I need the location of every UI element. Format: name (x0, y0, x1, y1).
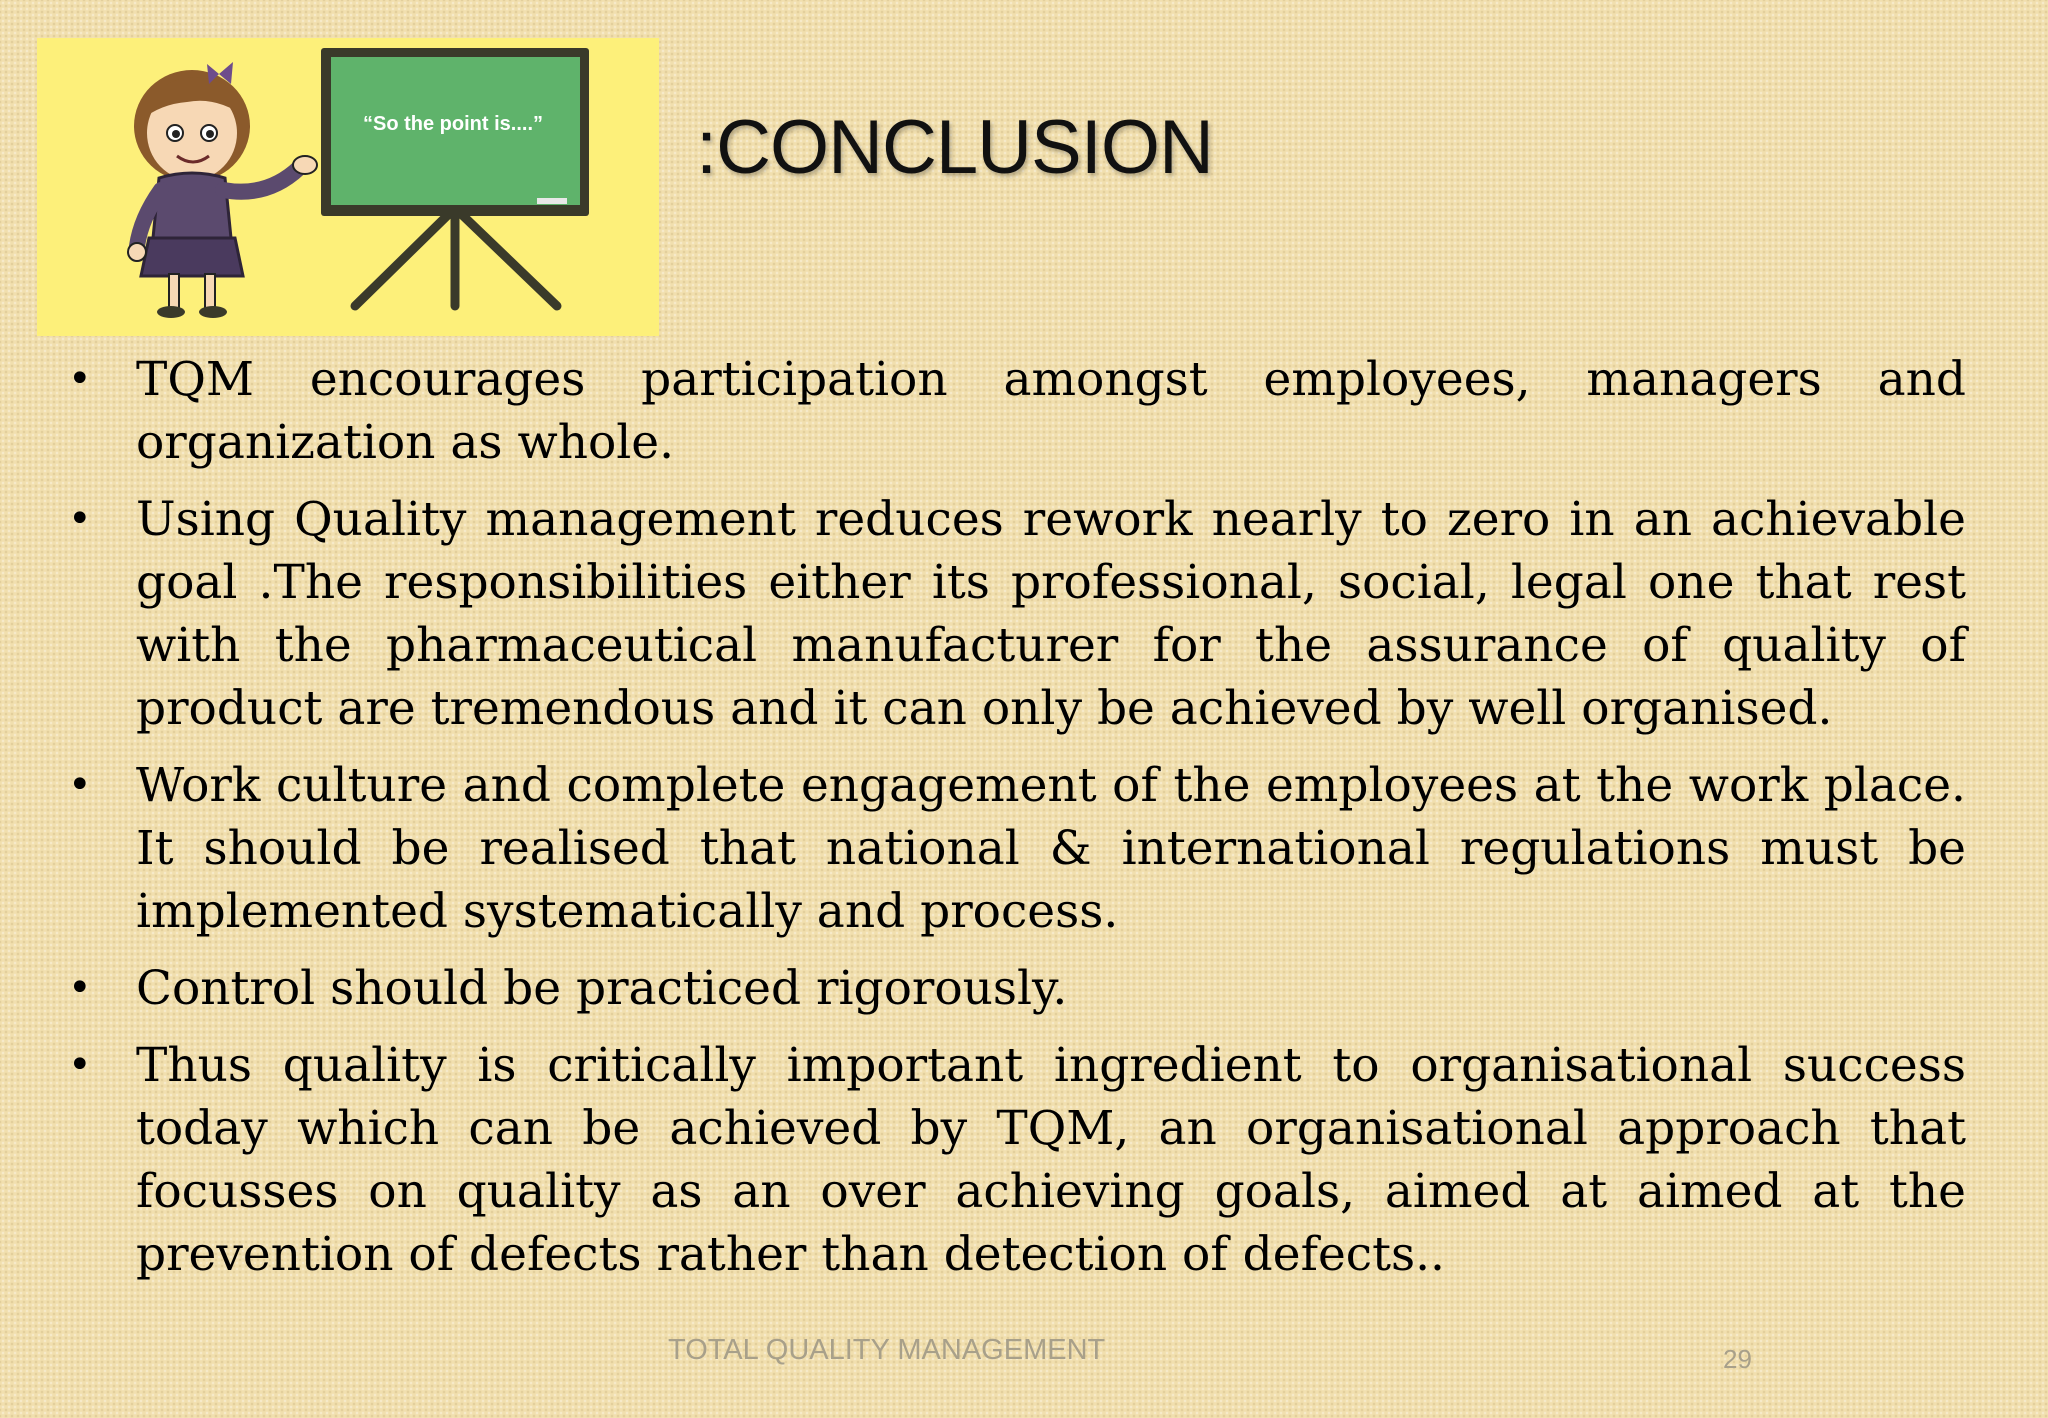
page-number: 29 (1723, 1344, 1752, 1374)
bullet-text: TQM encourages participation amongst employees, managers and organization as whole. (136, 352, 1966, 470)
board-text: “So the point is....” (363, 113, 543, 135)
footer-text: TOTAL QUALITY MANAGEMENT (668, 1334, 1106, 1366)
bullet-text: Thus quality is critically important ingredient to organisational success today which can be achieved by TQM, an organisational approach that focusses on quality as an over achieving goals, aimed at aimed at the prevention of defects rather than detection of defects.. (136, 1038, 1966, 1282)
bullet-item (60, 754, 1966, 943)
bullet-text: Work culture and complete engagement of the employees at the work place. It should be realised that national & international regulations must be implemented systematically and process. (136, 758, 1966, 939)
bullet-dot-icon: • (68, 356, 92, 402)
bullet-dot-icon: • (68, 762, 92, 808)
bullet-item (60, 488, 1966, 740)
bullet-text: Control should be practiced rigorously. (136, 961, 1068, 1016)
slide-title: :CONCLUSION (696, 105, 1213, 190)
bullet-item (60, 348, 1966, 474)
bullet-item (60, 1034, 1966, 1286)
teacher-pointing-at-board-image (37, 38, 659, 336)
bullet-item (60, 957, 1966, 1020)
bullet-text: Using Quality management reduces rework nearly to zero in an achievable goal .The responsibilities either its professional, social, legal one that rest with the pharmaceutical manufacturer for the assurance of quality of product are tremendous and it can only be achieved by well organised. (136, 492, 1966, 736)
teacher-illustration (37, 38, 659, 336)
bullet-dot-icon: • (68, 496, 92, 542)
bullet-dot-icon: • (68, 965, 92, 1011)
bullet-list (60, 348, 1966, 1300)
bullet-dot-icon: • (68, 1042, 92, 1088)
